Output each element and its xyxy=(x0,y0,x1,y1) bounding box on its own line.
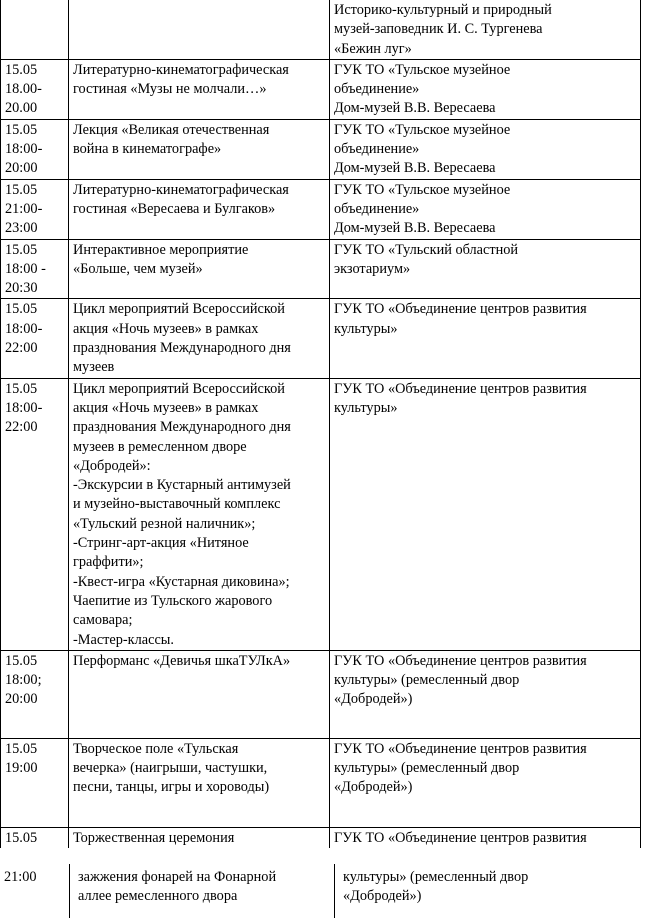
date-cell: 15.05 18.00- 20.00 xyxy=(1,59,69,119)
date-cell: 15.05 19:00 xyxy=(1,738,69,827)
table-row xyxy=(1,239,641,299)
event-cell: Цикл мероприятий Всероссийской акция «Ночь музеев» в рамках празднования Международного дня музеев xyxy=(69,299,330,378)
table-row xyxy=(1,650,641,738)
date-cell: 15.05 18:00- 22:00 xyxy=(1,299,69,378)
organizer-cell: ГУК ТО «Тульское музейное объединение» Дом-музей В.В. Вересаева xyxy=(330,59,641,119)
organizer-cell: ГУК ТО «Тульский областной экзотариум» xyxy=(330,239,641,299)
event-cell: Перформанс «Девичья шкаТУЛкА» xyxy=(69,650,330,738)
organizer-cell: Историко-культурный и природный музей-заповедник И. С. Тургенева «Бежин луг» xyxy=(330,0,641,59)
organizer-cell: ГУК ТО «Тульское музейное объединение» Дом-музей В.В. Вересаева xyxy=(330,119,641,179)
organizer-cell: ГУК ТО «Объединение центров развития xyxy=(330,827,641,848)
table-row xyxy=(1,179,641,239)
date-cell: 15.05 18:00; 20:00 xyxy=(1,650,69,738)
organizer-cell: ГУК ТО «Объединение центров развития культуры» xyxy=(330,299,641,378)
table-row xyxy=(1,378,641,650)
table-row xyxy=(1,827,641,848)
date-cell: 15.05 xyxy=(1,827,69,848)
organizer-cell: ГУК ТО «Объединение центров развития культуры» (ремесленный двор «Добродей») xyxy=(330,650,641,738)
organizer-cell: ГУК ТО «Объединение центров развития культуры» (ремесленный двор «Добродей») xyxy=(330,738,641,827)
event-cell: Творческое поле «Тульская вечерка» (наигрыши, частушки, песни, танцы, игры и хороводы) xyxy=(69,738,330,827)
date-cell: 15.05 18:00- 20:00 xyxy=(1,119,69,179)
event-cell: Литературно-кинематографическая гостиная «Музы не молчали…» xyxy=(69,59,330,119)
event-cell: Литературно-кинематографическая гостиная «Вересаева и Булгаков» xyxy=(69,179,330,239)
date-cell: 15.05 18:00 - 20:30 xyxy=(1,239,69,299)
continued-date: 21:00 xyxy=(4,869,37,885)
date-cell: 15.05 18:00- 22:00 xyxy=(1,378,69,650)
date-cell xyxy=(1,0,69,59)
table-row xyxy=(1,59,641,119)
event-cell: Цикл мероприятий Всероссийской акция «Ночь музеев» в рамках празднования Международного дня музеев в ремесленном дворе «Добродей»: -Экскурсии в Кустарный антимузей и музейно-выставочный комплекс «Тульский резной наличник»; -Стринг-арт-акция «Нитяное граффити»; -Квест-игра «Кустарная диковина»; Чаепитие из Тульского жарового самовара; -Мастер-классы. xyxy=(69,378,330,650)
table-row xyxy=(1,299,641,378)
events-table-body xyxy=(1,0,641,848)
event-cell: Интерактивное мероприятие «Больше, чем музей» xyxy=(69,239,330,299)
table-row xyxy=(1,738,641,827)
event-cell: Торжественная церемония xyxy=(69,827,330,848)
table-row xyxy=(1,0,641,59)
organizer-cell: ГУК ТО «Объединение центров развития культуры» xyxy=(330,378,641,650)
continued-row xyxy=(0,864,650,918)
continued-organizer: культуры» (ремесленный двор «Добродей») xyxy=(334,864,643,918)
continued-event: зажжения фонарей на Фонарной аллее ремесленного двора xyxy=(69,864,343,918)
event-cell xyxy=(69,0,330,59)
event-cell: Лекция «Великая отечественная война в кинематографе» xyxy=(69,119,330,179)
organizer-cell: ГУК ТО «Тульское музейное объединение» Дом-музей В.В. Вересаева xyxy=(330,179,641,239)
date-cell: 15.05 21:00- 23:00 xyxy=(1,179,69,239)
table-row xyxy=(1,119,641,179)
